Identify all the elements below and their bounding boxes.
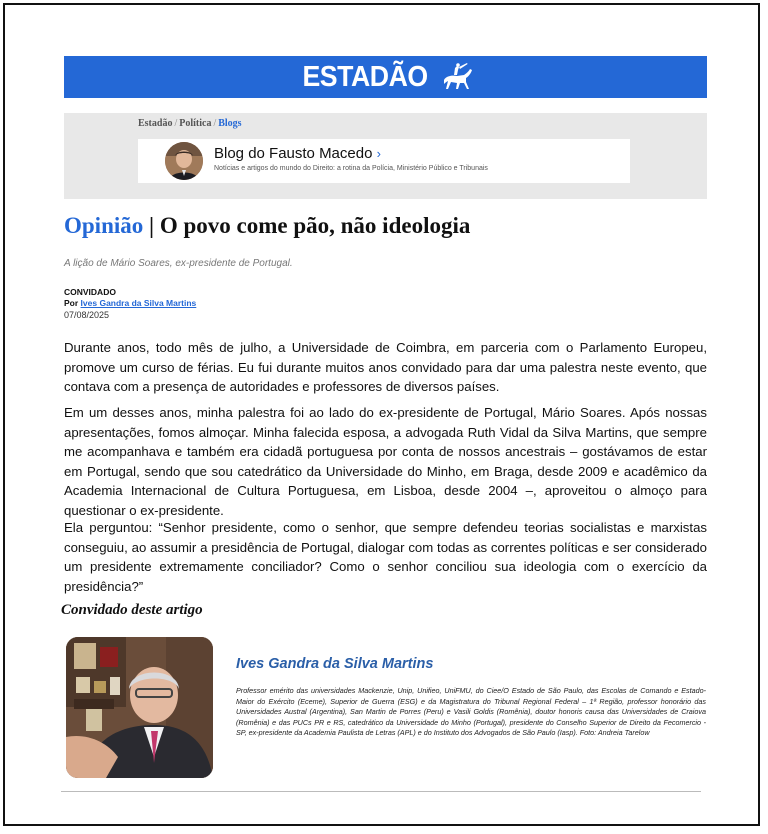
author-link[interactable]: Ives Gandra da Silva Martins xyxy=(80,298,197,308)
article-subtitle: A lição de Mário Soares, ex-presidente de Portugal. xyxy=(64,258,293,269)
section-label[interactable]: Opinião xyxy=(64,213,144,238)
guest-author-bio: Professor emérito das universidades Mackenzie, Unip, Unifieo, UniFMU, do Ciee/O Estado de São Paulo, das Escolas de Comando e Estado-Maior do Exército (Eceme), Superior de Guerra (ESG) e da Magistratura do Tribunal Regional Federal – 1ª Região, professor honorário das Universidades Austral (Argentina), San Martin de Porres (Peru) e Vasili Goldis (Romênia), doutor honoris causa das Universidades de Craiova (Romênia) e das PUCs PR e RS, catedrático da Universidade do Minho (Portugal), presidente do Conselho Superior de Direito da Fecomercio - SP, ex-presidente da Academia Paulista de Letras (APL) e do Instituto dos Advogados de São Paulo (Iasp). Foto: Andreia Tarelow xyxy=(236,686,706,738)
article-headline xyxy=(64,213,470,239)
estadao-logo[interactable]: ESTADÃO xyxy=(302,60,429,93)
breadcrumb-item-blogs[interactable]: Blogs xyxy=(218,118,242,129)
guest-section-heading: Convidado deste artigo xyxy=(61,602,203,618)
headline-separator: | xyxy=(143,213,160,238)
article-kicker: CONVIDADO xyxy=(64,287,116,297)
article-paragraph-1: Durante anos, todo mês de julho, a Universidade de Coimbra, em parceria com o Parlamento Europeu, promove um curso de férias. Eu fui durante muitos anos convidado para dar uma palestra neste evento, que contava com a presença de autoridades e professores de diversos países. xyxy=(64,340,707,394)
guest-author-name[interactable]: Ives Gandra da Silva Martins xyxy=(236,656,434,672)
breadcrumb-separator: / xyxy=(213,118,217,129)
article-paragraph-3: Ela perguntou: “Senhor presidente, como o senhor, que sempre defendeu teorias socialistas e marxistas conseguiu, ao assumir a presidência de Portugal, dialogar com todas as correntes políticas e ser considerado um presidente extremamente conciliador? Como o senhor conciliou sua ideologia com o exercício da presidência?” xyxy=(64,520,707,594)
blog-header-bar xyxy=(64,113,707,199)
blog-title-text: Blog do Fausto Macedo xyxy=(214,145,373,162)
avatar-portrait-icon xyxy=(165,142,203,180)
article-paragraph-2: Em um desses anos, minha palestra foi ao lado do ex-presidente de Portugal, Mário Soares. Após nossas apresentações, fomos almoçar. Minha falecida esposa, a advogada Ruth Vidal da Silva Martins, que sempre me acompanhava e também era cidadã portuguesa por conta de nossos ancestrais – gostávamos de estar em Portugal, sendo que sou catedrático da Universidade do Minho, em Braga, desde 2009 e acadêmico da Academia Internacional de Cultura Portuguesa, em Lisboa, desde 2004 –, aproveitou o almoço para questionar o ex-presidente. xyxy=(64,405,707,518)
breadcrumb-item-estadao[interactable]: Estadão xyxy=(138,118,173,129)
breadcrumb-separator: / xyxy=(174,118,178,129)
breadcrumb-item-politica[interactable]: Política xyxy=(179,118,212,129)
chevron-right-icon: › xyxy=(376,146,381,161)
blog-author-avatar xyxy=(165,142,203,180)
breadcrumb xyxy=(138,118,242,129)
guest-portrait-icon xyxy=(66,637,213,778)
blog-title[interactable] xyxy=(214,145,381,162)
article-title: O povo come pão, não ideologia xyxy=(159,213,471,238)
masthead xyxy=(64,56,707,98)
byline-prefix: Por xyxy=(64,298,79,308)
blog-card[interactable] xyxy=(138,139,630,183)
blog-subtitle: Notícias e artigos do mundo do Direito: a rotina da Polícia, Ministério Público e Tribunais xyxy=(214,165,488,172)
horse-rider-icon xyxy=(440,62,474,92)
guest-author-photo xyxy=(66,637,213,778)
publish-date: 07/08/2025 xyxy=(64,310,110,320)
byline xyxy=(64,298,196,308)
section-divider xyxy=(61,791,701,792)
